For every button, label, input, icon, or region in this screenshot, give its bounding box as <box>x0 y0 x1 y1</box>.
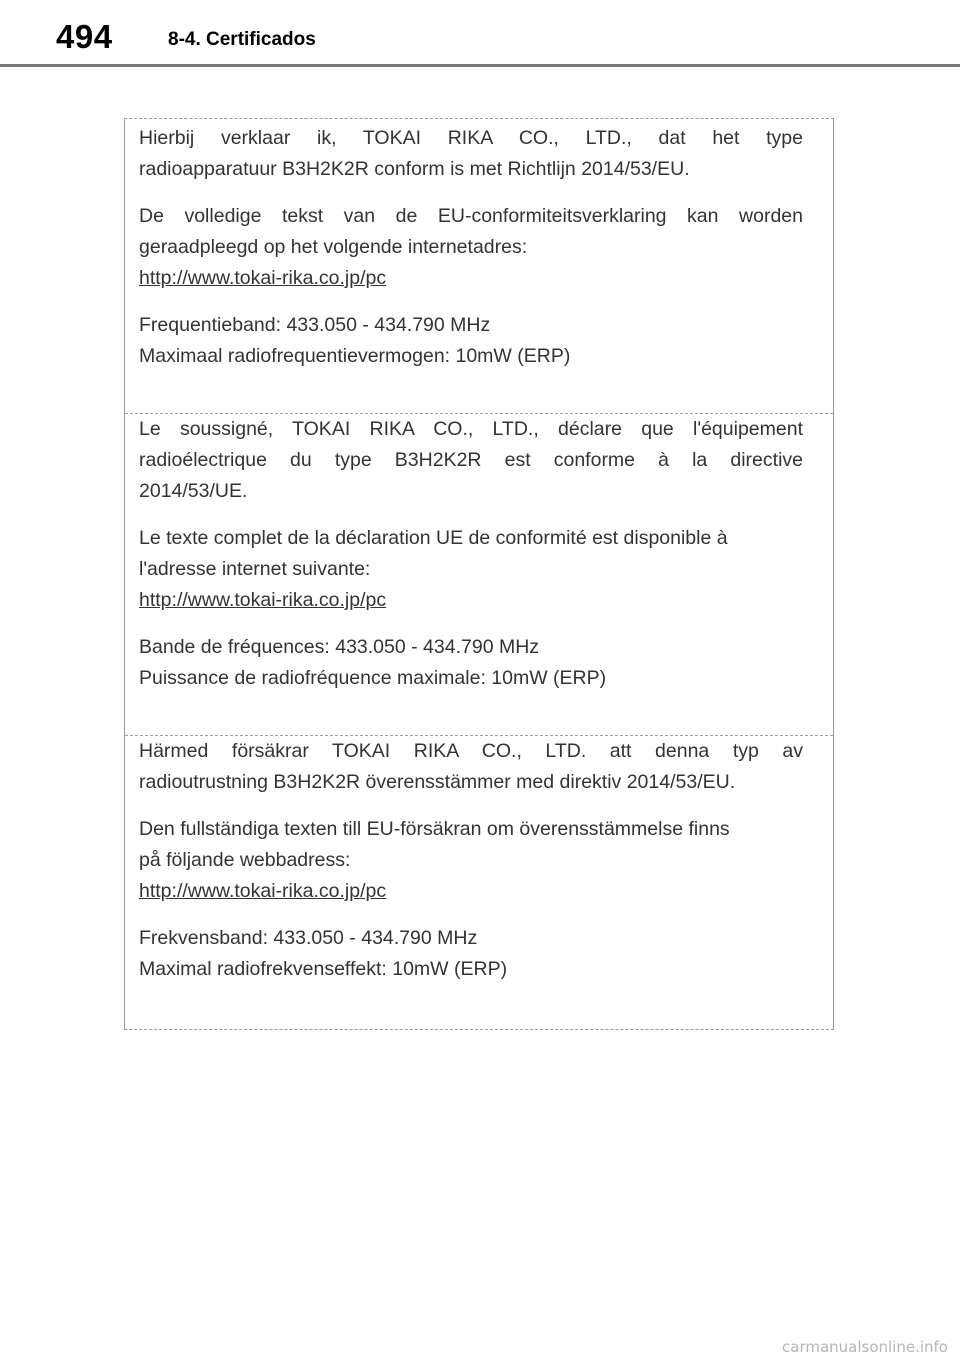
certificate-scan <box>124 118 834 1030</box>
frequency-band: Frequentieband: 433.050 - 434.790 MHz <box>139 314 491 336</box>
max-power: Maximaal radiofrequentievermogen: 10mW (ERP) <box>139 345 571 367</box>
full-text-notice: Le texte complet de la déclaration UE de conformité est disponible à <box>139 527 728 549</box>
declaration-text: radioélectrique du type B3H2K2R est conforme à la directive <box>139 449 803 471</box>
full-text-notice: på följande webbadress: <box>139 849 351 871</box>
full-text-notice: Den fullständiga texten till EU-försäkran om överensstämmelse finns <box>139 818 730 840</box>
url-link[interactable]: http://www.tokai-rika.co.jp/pc <box>139 267 387 289</box>
section-title: 8-4. Certificados <box>168 29 316 50</box>
declaration-text: Härmed försäkrar TOKAI RIKA CO., LTD. att denna typ av <box>139 740 803 762</box>
url-link[interactable]: http://www.tokai-rika.co.jp/pc <box>139 589 387 611</box>
max-power: Maximal radiofrekvenseffekt: 10mW (ERP) <box>139 958 508 980</box>
page-header <box>0 0 960 66</box>
page-number: 494 <box>56 18 113 55</box>
declaration-text: Hierbij verklaar ik, TOKAI RIKA CO., LTD., dat het type <box>139 127 803 149</box>
header-divider <box>0 64 960 67</box>
url-link[interactable]: http://www.tokai-rika.co.jp/pc <box>139 880 387 902</box>
declaration-block-dutch <box>125 123 833 411</box>
max-power: Puissance de radiofréquence maximale: 10mW (ERP) <box>139 667 607 689</box>
declaration-text: Le soussigné, TOKAI RIKA CO., LTD., déclare que l'équipement <box>139 418 803 440</box>
declaration-text: radioutrustning B3H2K2R överensstämmer med direktiv 2014/53/EU. <box>139 771 736 793</box>
frequency-band: Bande de fréquences: 433.050 - 434.790 MHz <box>139 636 540 658</box>
declaration-text: radioapparatuur B3H2K2R conform is met Richtlijn 2014/53/EU. <box>139 158 690 180</box>
full-text-notice: geraadpleegd op het volgende internetadres: <box>139 236 528 258</box>
declaration-text: 2014/53/UE. <box>139 480 248 502</box>
full-text-notice: l'adresse internet suivante: <box>139 558 371 580</box>
declaration-block-swedish <box>125 735 833 1029</box>
watermark-text: carmanualsonline.info <box>782 1338 948 1356</box>
full-text-notice: De volledige tekst van de EU-conformiteitsverklaring kan worden <box>139 205 803 227</box>
frequency-band: Frekvensband: 433.050 - 434.790 MHz <box>139 927 478 949</box>
declaration-block-french <box>125 413 833 735</box>
